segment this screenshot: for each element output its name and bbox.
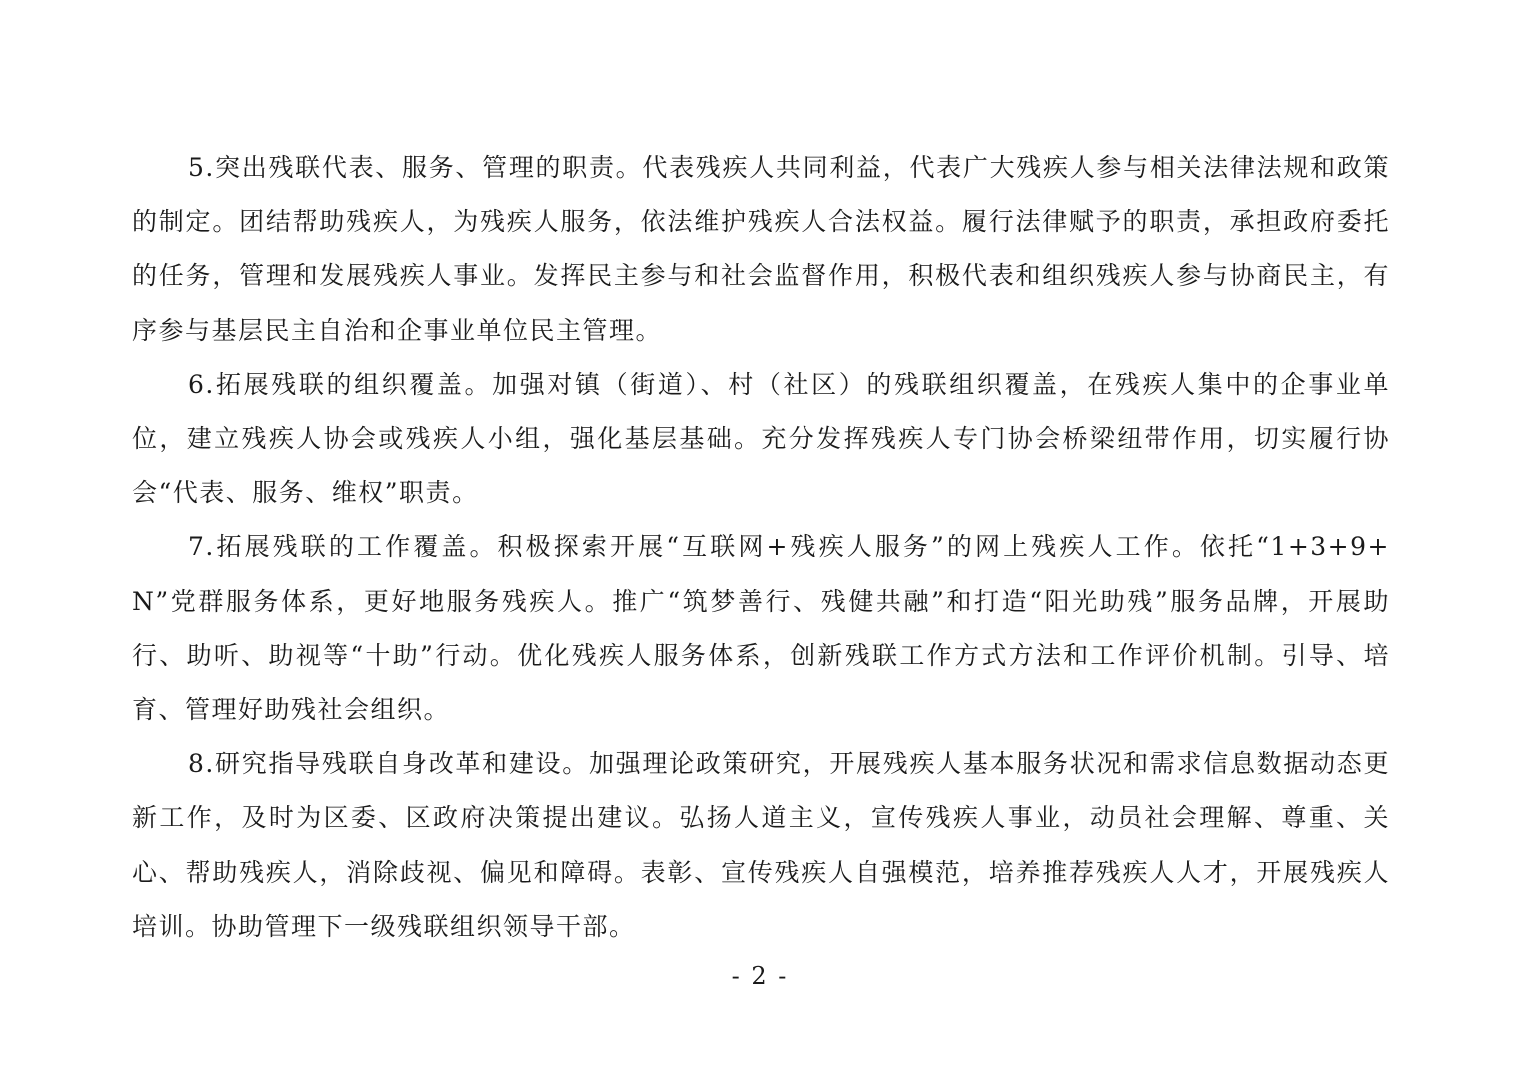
paragraph-8: 8.研究指导残联自身改革和建设。加强理论政策研究，开展残疾人基本服务状况和需求信息数据动态更新工作，及时为区委、区政府决策提出建议。弘扬人道主义，宣传残疾人事业，动员社会理解、尊重、关心、帮助残疾人，消除歧视、偏见和障碍。表彰、宣传残疾人自强模范，培养推荐残疾人人才，开展残疾人培训。协助管理下一级残联组织领导干部。 [132,749,1390,941]
paragraph-6: 6.拓展残联的组织覆盖。加强对镇（街道）、村（社区）的残联组织覆盖，在残疾人集中的企事业单位，建立残疾人协会或残疾人小组，强化基层基础。充分发挥残疾人专门协会桥梁纽带作用，切实履行协会“代表、服务、维权”职责。 [132,369,1390,508]
paragraph-5: 5.突出残联代表、服务、管理的职责。代表残疾人共同利益，代表广大残疾人参与相关法律法规和政策的制定。团结帮助残疾人，为残疾人服务，依法维护残疾人合法权益。履行法律赋予的职责，承担政府委托的任务，管理和发展残疾人事业。发挥民主参与和社会监督作用，积极代表和组织残疾人参与协商民主，有序参与基层民主自治和企事业单位民主管理。 [132,153,1390,345]
document-body [132,141,1390,954]
page-number: - 2 - [731,962,789,990]
paragraph-7: 7.拓展残联的工作覆盖。积极探索开展“互联网+残疾人服务”的网上残疾人工作。依托“1+3+9+N”党群服务体系，更好地服务残疾人。推广“筑梦善行、残健共融”和打造“阳光助残”服务品牌，开展助行、助听、助视等“十助”行动。优化残疾人服务体系，创新残联工作方式方法和工作评价机制。引导、培育、管理好助残社会组织。 [132,532,1390,725]
